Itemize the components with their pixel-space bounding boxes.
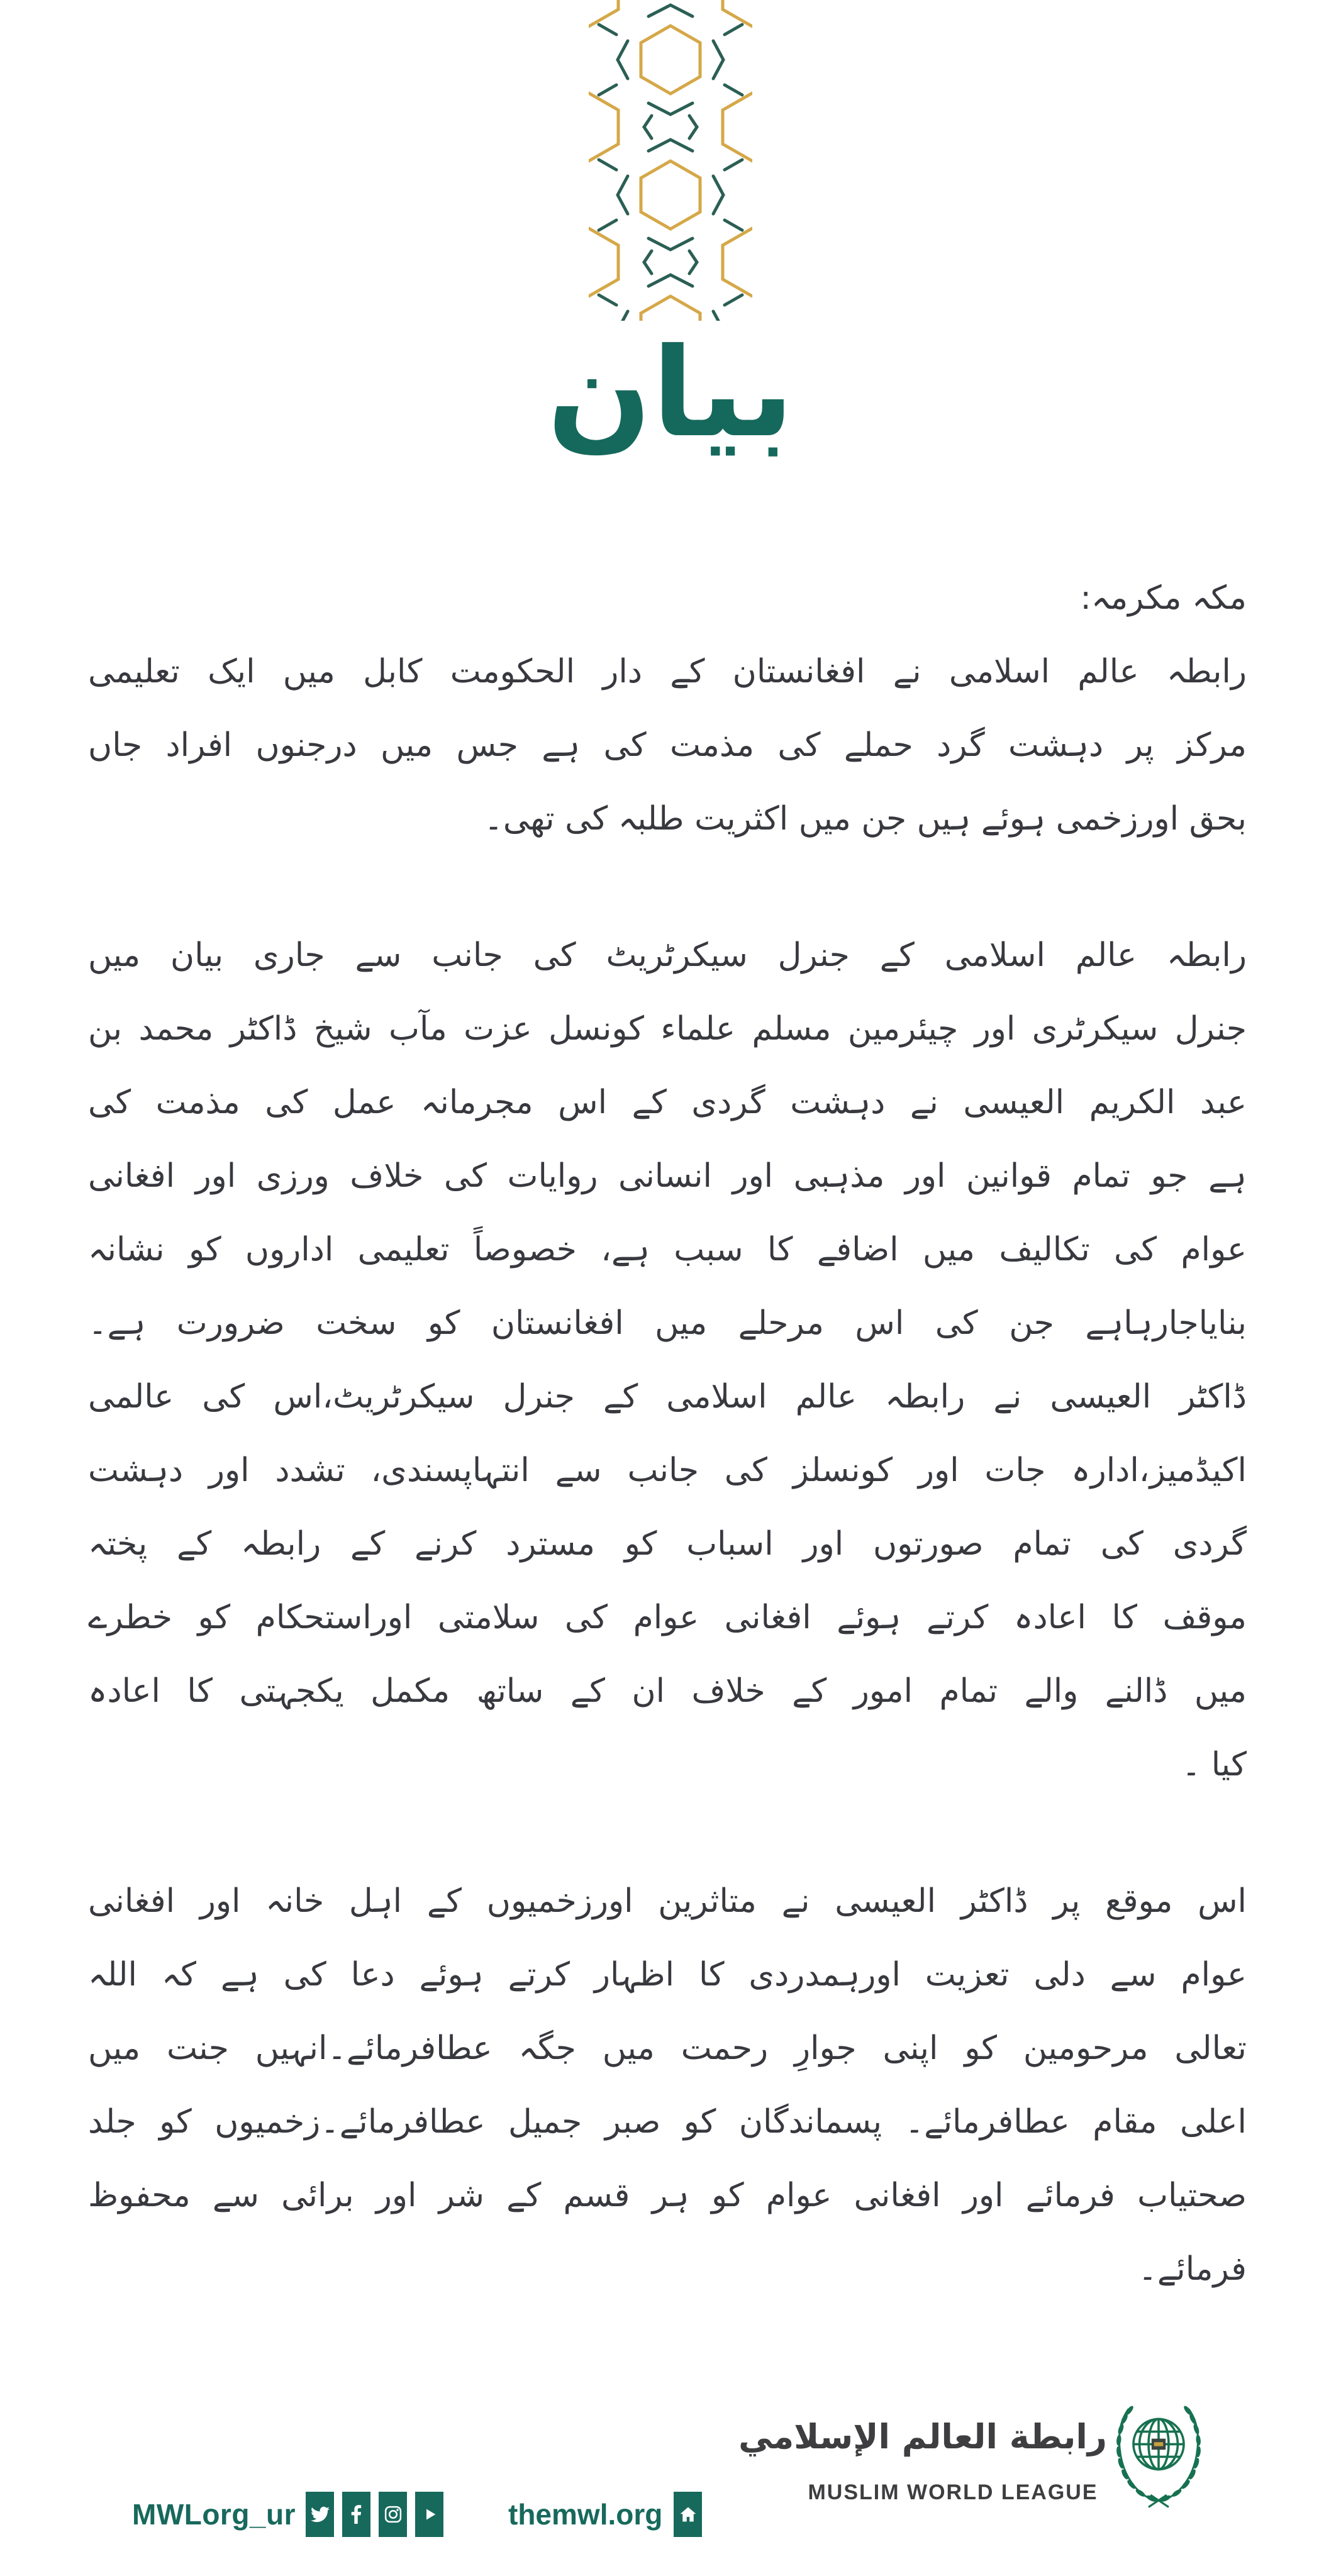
mwl-emblem-icon <box>1105 2400 1213 2508</box>
text-line: عوام سے دلی تعزیت اورہمدردی کا اظہار کرتے ہوئے دعا کی ہے کہ اللہ <box>88 1956 1247 1994</box>
social-handle: MWLorg_ur <box>132 2498 296 2531</box>
mwl-logo-arabic: رابطة العالم الإسلامي <box>738 2417 1107 2457</box>
text-line: اعلی مقام عطافرمائے۔ پسماندگان کو صبر جمیل عطافرمائے۔زخمیوں کو جلد <box>88 2103 1247 2141</box>
twitter-icon[interactable] <box>306 2492 334 2537</box>
text-line: تعالی مرحومین کو اپنی جوارِ رحمت میں جگہ عطافرمائے۔انہیں جنت میں <box>88 2029 1247 2067</box>
page-title: بيان <box>547 321 794 464</box>
text-line: رابطہ عالم اسلامی کے جنرل سیکرٹریٹ کی جانب سے جاری بیان میں <box>88 936 1247 974</box>
paragraph <box>88 635 1247 856</box>
text-line: کیا ۔ <box>1181 1746 1247 1784</box>
text-line: جنرل سیکرٹری اور چیئرمین مسلم علماء کونسل عزت مآب شیخ ڈاکٹر محمد بن <box>88 1010 1247 1048</box>
text-line: میں ڈالنے والے تمام امور کے خلاف ان کے ساتھ مکمل یکجہتی کا اعادہ <box>88 1672 1247 1710</box>
paragraph <box>88 919 1247 1802</box>
text-line: موقف کا اعادہ کرتے ہوئے افغانی عوام کی سلامتی اوراستحکام کو خطرے <box>88 1599 1247 1636</box>
text-line: بنایاجارہاہے جن کی اس مرحلے میں افغانستان کو سخت ضرورت ہے۔ <box>88 1304 1247 1342</box>
website-link[interactable]: themwl.org <box>508 2498 663 2531</box>
footer-social-row <box>132 2492 702 2537</box>
body-text <box>88 562 1247 2306</box>
youtube-icon[interactable] <box>415 2492 443 2537</box>
paragraph <box>88 1865 1247 2306</box>
mwl-logo-english: MUSLIM WORLD LEAGUE <box>808 2480 1098 2504</box>
dateline: مکہ مکرمہ: <box>1080 579 1247 617</box>
instagram-icon[interactable] <box>379 2492 407 2537</box>
text-line: گردی کی تمام صورتوں اور اسباب کو مسترد کرنے کے رابطہ کے پختہ <box>88 1525 1247 1563</box>
home-icon[interactable] <box>674 2492 702 2537</box>
text-line: رابطہ عالم اسلامی نے افغانستان کے دار الحکومت کابل میں ایک تعلیمی <box>88 653 1247 691</box>
facebook-icon[interactable] <box>342 2492 370 2537</box>
geometric-pattern <box>589 0 752 321</box>
kaaba-door-gold <box>1154 2442 1163 2446</box>
text-line: ہے جو تمام قوانین اور مذہبی اور انسانی روایات کی خلاف ورزی اور افغانی <box>88 1157 1247 1195</box>
body-paragraphs <box>88 635 1247 2306</box>
text-line: عبد الکریم العیسی نے دہشت گردی کے اس مجرمانہ عمل کی مذمت کی <box>88 1084 1247 1121</box>
social-badges <box>306 2492 452 2537</box>
text-line: اکیڈمیز،ادارہ جات اور کونسلز کی جانب سے انتہاپسندی، تشدد اور دہشت <box>88 1452 1247 1489</box>
text-line: بحق اورزخمی ہوئے ہیں جن میں اکثریت طلبہ کی تھی۔ <box>484 800 1247 838</box>
text-line: مرکز پر دہشت گرد حملے کی مذمت کی ہے جس میں درجنوں افراد جاں <box>88 726 1247 764</box>
text-line: اس موقع پر ڈاکٹر العیسی نے متاثرین اورزخمیوں کے اہل خانہ اور افغانی <box>88 1882 1247 1920</box>
text-line: فرمائے۔ <box>1138 2250 1247 2288</box>
text-line: عوام کی تکالیف میں اضافے کا سبب ہے، خصوصاً تعلیمی اداروں کو نشانہ <box>88 1231 1247 1269</box>
text-line: صحتیاب فرمائے اور افغانی عوام کو ہر قسم کے شر اور برائی سے محفوظ <box>88 2177 1247 2214</box>
text-line: ڈاکٹر العیسی نے رابطہ عالم اسلامی کے جنرل سیکرٹریٹ،اس کی عالمی <box>88 1378 1247 1416</box>
